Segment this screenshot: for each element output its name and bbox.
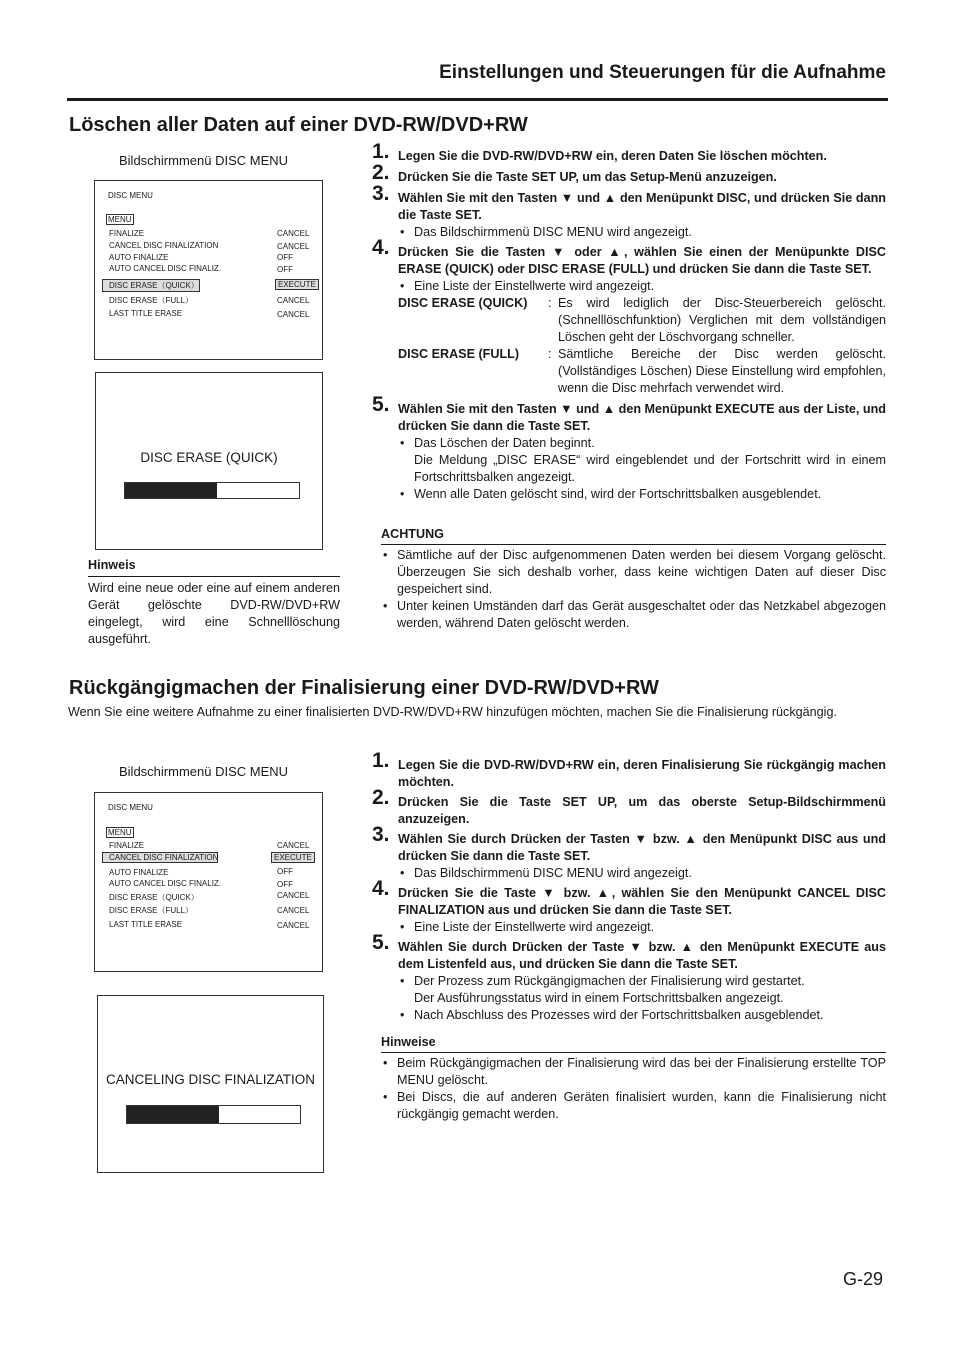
step-bullet-continuation: Die Meldung „DISC ERASE“ wird eingeblendet und der Fortschritt wird in einem Fortschrittsbalken angezeigt.: [414, 453, 886, 484]
step-bullet: • Eine Liste der Einstellwerte wird angezeigt.: [398, 919, 886, 936]
term-description: Es wird lediglich der Disc-Steuerbereich gelöscht. (Schnelllöschfunktion) Verglichen mit dem vollständigen Löschen geht der Löschvorgang schneller.: [558, 296, 886, 344]
menu-item-finalize: FINALIZE: [109, 841, 145, 850]
caution-box: [381, 527, 886, 632]
section1-title: Löschen aller Daten auf einer DVD-RW/DVD+RW: [69, 114, 528, 136]
step-bullet: • Eine Liste der Einstellwerte wird angezeigt.: [398, 278, 886, 295]
hint-text: Wird eine neue oder eine auf einem anderen Gerät gelöschte DVD-RW/DVD+RW eingelegt, wird eine Schnelllöschung ausgeführt.: [88, 581, 340, 646]
step-number: 4.: [372, 877, 390, 900]
step-1: [372, 749, 886, 791]
menu-value-last-title-erase: CANCEL: [277, 921, 310, 930]
disc-menu-title: DISC MENU: [108, 803, 153, 812]
step-number: 1.: [372, 749, 390, 772]
menu-value-auto-finalize: OFF: [277, 867, 293, 876]
menu-value-cancel-disc-finalization: EXECUTE: [271, 852, 315, 863]
step-text: Wählen Sie mit den Tasten ▼ und ▲ den Menüpunkt EXECUTE aus der Liste, und drücken Sie dann die Taste SET.: [398, 402, 886, 433]
term-colon: :: [548, 296, 552, 310]
menu-item-disc-erase-full: DISC ERASE（FULL）: [109, 906, 194, 915]
step-text: Wählen Sie durch Drücken der Taste ▼ bzw. ▲ den Menüpunkt EXECUTE aus dem Listenfeld aus, und drücken Sie dann die Taste SET.: [398, 940, 886, 971]
step-4: [372, 236, 886, 397]
progress-label: CANCELING DISC FINALIZATION: [105, 1072, 316, 1087]
menu-value-auto-cancel: OFF: [277, 265, 293, 274]
menu-value-cancel-disc-finalization: CANCEL: [277, 242, 310, 251]
menu-value-disc-erase-quick: CANCEL: [277, 891, 310, 900]
menu-item-auto-cancel: AUTO CANCEL DISC FINALIZ.: [109, 879, 222, 888]
step-bullet: • Wenn alle Daten gelöscht sind, wird der Fortschrittsbalken ausgeblendet.: [398, 486, 886, 503]
term-colon: :: [548, 347, 552, 361]
progress-fill: [127, 1106, 219, 1123]
caution-item: • Unter keinen Umständen darf das Gerät ausgeschaltet oder das Netzkabel abgezogen werden, während Daten gelöscht werden.: [381, 598, 886, 632]
disc-menu-title: DISC MENU: [108, 191, 153, 200]
step-5: [372, 931, 886, 1024]
page-number: G-29: [843, 1269, 884, 1289]
section2-title: Rückgängigmachen der Finalisierung einer DVD-RW/DVD+RW: [69, 677, 659, 699]
section2-screen-caption: Bildschirmmenü DISC MENU: [119, 764, 289, 779]
step-bullet-continuation: Der Ausführungsstatus wird in einem Fortschrittsbalken angezeigt.: [414, 991, 784, 1005]
step-bullet: • Das Bildschirmmenü DISC MENU wird angezeigt.: [398, 224, 886, 241]
step-number: 3.: [372, 823, 390, 846]
progress-bar: [126, 1105, 301, 1124]
step-text: Legen Sie die DVD-RW/DVD+RW ein, deren Daten Sie löschen möchten.: [398, 149, 827, 163]
menu-label: MENU: [108, 215, 132, 224]
hint-title: Hinweis: [88, 558, 136, 572]
step-number: 5.: [372, 393, 390, 416]
menu-value-disc-erase-full: CANCEL: [277, 906, 310, 915]
menu-item-disc-erase-quick: DISC ERASE（QUICK）: [102, 279, 200, 292]
step-1: [372, 140, 886, 165]
disc-menu-screen-1: [94, 180, 323, 360]
notes-title: Hinweise: [381, 1035, 436, 1049]
menu-value-finalize: CANCEL: [277, 229, 310, 238]
menu-item-cancel-disc-finalization: CANCEL DISC FINALIZATION: [109, 241, 219, 250]
progress-screen-1: [95, 372, 323, 550]
menu-value-finalize: CANCEL: [277, 841, 310, 850]
menu-label: MENU: [108, 828, 132, 837]
step-number: 4.: [372, 236, 390, 259]
notes-rule: [381, 1052, 886, 1053]
menu-item-disc-erase-quick: DISC ERASE（QUICK）: [109, 893, 199, 902]
step-5: [372, 393, 886, 503]
term-label: DISC ERASE (FULL): [398, 347, 520, 361]
step-text: Drücken Sie die Taste SET UP, um das Setup-Menü anzuzeigen.: [398, 170, 777, 184]
caution-item: • Sämtliche auf der Disc aufgenommenen Daten werden bei diesem Vorgang gelöscht. Überzeugen Sie sich deshalb vorher, dass keine wichtigen Daten auf dieser Disc gespeichert sind.: [381, 547, 886, 598]
term-disc-erase-full: [398, 346, 886, 397]
menu-value-auto-cancel: OFF: [277, 880, 293, 889]
notes-box: [381, 1035, 886, 1123]
menu-item-finalize: FINALIZE: [109, 229, 145, 238]
menu-value-auto-finalize: OFF: [277, 253, 293, 262]
menu-item-auto-finalize: AUTO FINALIZE: [109, 253, 169, 262]
section2-steps: [372, 749, 886, 1024]
step-number: 2.: [372, 786, 390, 809]
step-bullet: • Das Bildschirmmenü DISC MENU wird angezeigt.: [398, 865, 886, 882]
step-text: Drücken Sie die Taste SET UP, um das oberste Setup-Bildschirmmenü anzuzeigen.: [398, 795, 886, 826]
menu-value-disc-erase-quick: EXECUTE: [275, 279, 319, 290]
step-4: [372, 877, 886, 936]
section2-intro: Wenn Sie eine weitere Aufnahme zu einer finalisierten DVD-RW/DVD+RW hinzufügen möchten, machen Sie die Finalisierung rückgängig.: [68, 705, 837, 719]
step-number: 1.: [372, 140, 390, 163]
header-rule: [67, 98, 888, 101]
menu-item-disc-erase-full: DISC ERASE（FULL）: [109, 296, 194, 305]
progress-fill: [125, 483, 217, 498]
step-bullet: • Nach Abschluss des Prozesses wird der Fortschrittsbalken ausgeblendet.: [398, 1007, 886, 1024]
term-description: Sämtliche Bereiche der Disc werden gelöscht. (Vollständiges Löschen) Diese Einstellung wird empfohlen, wenn die Disc mehrfach verwendet wird.: [558, 347, 886, 395]
disc-menu-screen-2: [94, 792, 323, 972]
notes-item: • Beim Rückgängigmachen der Finalisierung wird das bei der Finalisierung erstellte TOP MENU gelöscht.: [381, 1055, 886, 1089]
menu-item-auto-cancel: AUTO CANCEL DISC FINALIZ.: [109, 264, 222, 273]
menu-item-last-title-erase: LAST TITLE ERASE: [109, 309, 183, 318]
progress-bar: [124, 482, 300, 499]
step-bullet: • Der Prozess zum Rückgängigmachen der Finalisierung wird gestartet.: [398, 973, 886, 990]
step-text: Wählen Sie mit den Tasten ▼ und ▲ den Menüpunkt DISC, und drücken Sie dann die Taste SET.: [398, 191, 886, 222]
step-text: Wählen Sie durch Drücken der Tasten ▼ bzw. ▲ den Menüpunkt DISC aus und drücken Sie dann die Taste SET.: [398, 832, 886, 863]
menu-item-auto-finalize: AUTO FINALIZE: [109, 868, 169, 877]
step-2: [372, 161, 886, 186]
term-label: DISC ERASE (QUICK): [398, 296, 528, 310]
step-text: Drücken Sie die Tasten ▼ oder ▲, wählen Sie einen der Menüpunkte DISC ERASE (QUICK) oder DISC ERASE (FULL) und drücken Sie dann die Taste SET.: [398, 245, 886, 276]
step-number: 2.: [372, 161, 390, 184]
hint-box: [88, 558, 340, 648]
caution-title: ACHTUNG: [381, 527, 444, 541]
section1-screen-caption: Bildschirmmenü DISC MENU: [119, 153, 289, 168]
chapter-header: Einstellungen und Steuerungen für die Aufnahme: [439, 62, 886, 83]
progress-screen-2: [97, 995, 324, 1173]
menu-item-cancel-disc-finalization: CANCEL DISC FINALIZATION: [102, 852, 218, 863]
step-text: Drücken Sie die Taste ▼ bzw. ▲, wählen Sie den Menüpunkt CANCEL DISC FINALIZATION aus und drücken Sie dann die Taste SET.: [398, 886, 886, 917]
step-bullet: • Das Löschen der Daten beginnt.: [398, 435, 886, 452]
caution-rule: [381, 544, 886, 545]
term-disc-erase-quick: [398, 295, 886, 346]
menu-value-disc-erase-full: CANCEL: [277, 296, 310, 305]
hint-rule: [88, 576, 340, 577]
menu-value-last-title-erase: CANCEL: [277, 310, 310, 319]
notes-item: • Bei Discs, die auf anderen Geräten finalisiert wurden, kann die Finalisierung nicht rückgängig gemacht werden.: [381, 1089, 886, 1123]
step-number: 5.: [372, 931, 390, 954]
section1-steps: [372, 140, 886, 503]
progress-label: DISC ERASE (QUICK): [140, 450, 278, 465]
step-number: 3.: [372, 182, 390, 205]
step-3: [372, 182, 886, 241]
menu-item-last-title-erase: LAST TITLE ERASE: [109, 920, 183, 929]
step-3: [372, 823, 886, 882]
step-2: [372, 786, 886, 828]
step-text: Legen Sie die DVD-RW/DVD+RW ein, deren Finalisierung Sie rückgängig machen möchten.: [398, 758, 886, 789]
